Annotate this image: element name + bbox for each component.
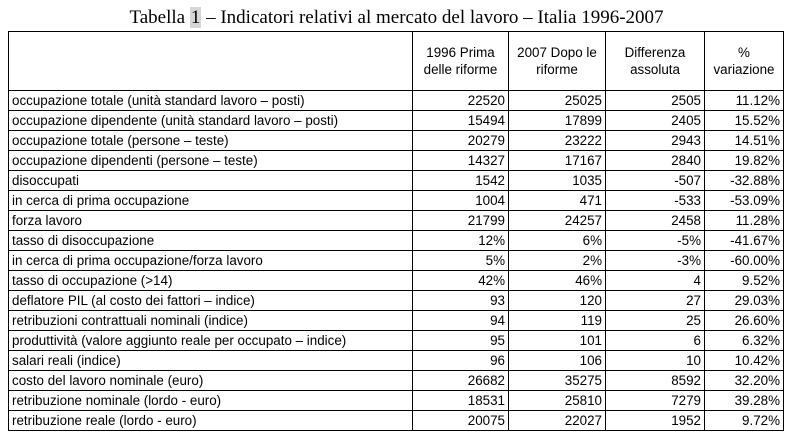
value-1996-cell: 14327	[413, 151, 509, 171]
value-2007-cell: 119	[509, 311, 606, 331]
value-2007-cell: 120	[509, 291, 606, 311]
value-2007-cell: 23222	[509, 131, 606, 151]
table-row	[9, 91, 784, 111]
table-row	[9, 331, 784, 351]
table-row	[9, 251, 784, 271]
table-row	[9, 151, 784, 171]
header-percent-change: % variazione	[705, 32, 784, 91]
value-1996-cell: 42%	[413, 271, 509, 291]
percent-change-cell: 19.82%	[705, 151, 784, 171]
difference-cell: 2505	[606, 91, 705, 111]
value-1996-cell: 5%	[413, 251, 509, 271]
table-row	[9, 211, 784, 231]
indicator-label-cell: tasso di disoccupazione	[9, 231, 413, 251]
table-row	[9, 411, 784, 431]
header-difference: Differenza assoluta	[606, 32, 705, 91]
value-2007-cell: 25810	[509, 391, 606, 411]
indicator-label-cell: occupazione dipendenti (persone – teste)	[9, 151, 413, 171]
value-1996-cell: 1004	[413, 191, 509, 211]
percent-change-cell: 11.28%	[705, 211, 784, 231]
difference-cell: 8592	[606, 371, 705, 391]
percent-change-cell: 26.60%	[705, 311, 784, 331]
difference-cell: -5%	[606, 231, 705, 251]
value-2007-cell: 6%	[509, 231, 606, 251]
value-1996-cell: 15494	[413, 111, 509, 131]
difference-cell: -3%	[606, 251, 705, 271]
difference-cell: 25	[606, 311, 705, 331]
table-body	[9, 91, 784, 431]
value-2007-cell: 106	[509, 351, 606, 371]
difference-cell: 2840	[606, 151, 705, 171]
header-2007: 2007 Dopo le riforme	[509, 32, 606, 91]
table-row	[9, 371, 784, 391]
value-1996-cell: 95	[413, 331, 509, 351]
value-2007-cell: 101	[509, 331, 606, 351]
table-row	[9, 191, 784, 211]
value-2007-cell: 17899	[509, 111, 606, 131]
value-1996-cell: 1542	[413, 171, 509, 191]
difference-cell: 10	[606, 351, 705, 371]
value-2007-cell: 25025	[509, 91, 606, 111]
indicator-label-cell: salari reali (indice)	[9, 351, 413, 371]
difference-cell: 1952	[606, 411, 705, 431]
header-indicator	[9, 32, 413, 91]
table-row	[9, 131, 784, 151]
value-2007-cell: 17167	[509, 151, 606, 171]
indicator-label-cell: in cerca di prima occupazione	[9, 191, 413, 211]
value-1996-cell: 26682	[413, 371, 509, 391]
value-1996-cell: 93	[413, 291, 509, 311]
caption-number: 1	[190, 7, 201, 28]
indicator-label-cell: costo del lavoro nominale (euro)	[9, 371, 413, 391]
percent-change-cell: 11.12%	[705, 91, 784, 111]
table-row	[9, 111, 784, 131]
difference-cell: 7279	[606, 391, 705, 411]
table-row	[9, 351, 784, 371]
indicator-label-cell: retribuzione nominale (lordo - euro)	[9, 391, 413, 411]
difference-cell: 27	[606, 291, 705, 311]
value-1996-cell: 94	[413, 311, 509, 331]
difference-cell: 6	[606, 331, 705, 351]
percent-change-cell: -41.67%	[705, 231, 784, 251]
value-1996-cell: 96	[413, 351, 509, 371]
indicator-label-cell: deflatore PIL (al costo dei fattori – indice)	[9, 291, 413, 311]
value-1996-cell: 21799	[413, 211, 509, 231]
value-2007-cell: 2%	[509, 251, 606, 271]
table-row	[9, 271, 784, 291]
value-2007-cell: 24257	[509, 211, 606, 231]
difference-cell: 2458	[606, 211, 705, 231]
value-2007-cell: 46%	[509, 271, 606, 291]
indicator-label-cell: disoccupati	[9, 171, 413, 191]
difference-cell: -533	[606, 191, 705, 211]
percent-change-cell: 6.32%	[705, 331, 784, 351]
difference-cell: 2943	[606, 131, 705, 151]
indicator-label-cell: occupazione totale (persone – teste)	[9, 131, 413, 151]
percent-change-cell: 9.72%	[705, 411, 784, 431]
header-row	[9, 32, 784, 91]
indicator-label-cell: in cerca di prima occupazione/forza lavoro	[9, 251, 413, 271]
difference-cell: 4	[606, 271, 705, 291]
value-2007-cell: 1035	[509, 171, 606, 191]
value-2007-cell: 471	[509, 191, 606, 211]
value-1996-cell: 12%	[413, 231, 509, 251]
value-1996-cell: 20075	[413, 411, 509, 431]
value-1996-cell: 20279	[413, 131, 509, 151]
percent-change-cell: 9.52%	[705, 271, 784, 291]
percent-change-cell: 10.42%	[705, 351, 784, 371]
percent-change-cell: 29.03%	[705, 291, 784, 311]
indicator-label-cell: forza lavoro	[9, 211, 413, 231]
header-1996: 1996 Prima delle riforme	[413, 32, 509, 91]
value-2007-cell: 22027	[509, 411, 606, 431]
difference-cell: 2405	[606, 111, 705, 131]
value-2007-cell: 35275	[509, 371, 606, 391]
indicator-label-cell: tasso di occupazione (>14)	[9, 271, 413, 291]
table-caption	[0, 7, 793, 29]
percent-change-cell: -53.09%	[705, 191, 784, 211]
percent-change-cell: 32.20%	[705, 371, 784, 391]
value-1996-cell: 18531	[413, 391, 509, 411]
indicator-label-cell: produttività (valore aggiunto reale per occupato – indice)	[9, 331, 413, 351]
table-row	[9, 171, 784, 191]
percent-change-cell: 14.51%	[705, 131, 784, 151]
caption-prefix: Tabella	[129, 7, 190, 28]
percent-change-cell: 15.52%	[705, 111, 784, 131]
indicator-label-cell: retribuzione reale (lordo - euro)	[9, 411, 413, 431]
indicator-label-cell: retribuzioni contrattuali nominali (indice)	[9, 311, 413, 331]
table-row	[9, 231, 784, 251]
value-1996-cell: 22520	[413, 91, 509, 111]
percent-change-cell: 39.28%	[705, 391, 784, 411]
percent-change-cell: -60.00%	[705, 251, 784, 271]
indicator-label-cell: occupazione totale (unità standard lavoro – posti)	[9, 91, 413, 111]
table-row	[9, 391, 784, 411]
percent-change-cell: -32.88%	[705, 171, 784, 191]
table-row	[9, 291, 784, 311]
labor-market-table	[8, 31, 784, 431]
table-row	[9, 311, 784, 331]
difference-cell: -507	[606, 171, 705, 191]
caption-text: – Indicatori relativi al mercato del lavoro – Italia 1996-2007	[201, 7, 664, 28]
indicator-label-cell: occupazione dipendente (unità standard lavoro – posti)	[9, 111, 413, 131]
